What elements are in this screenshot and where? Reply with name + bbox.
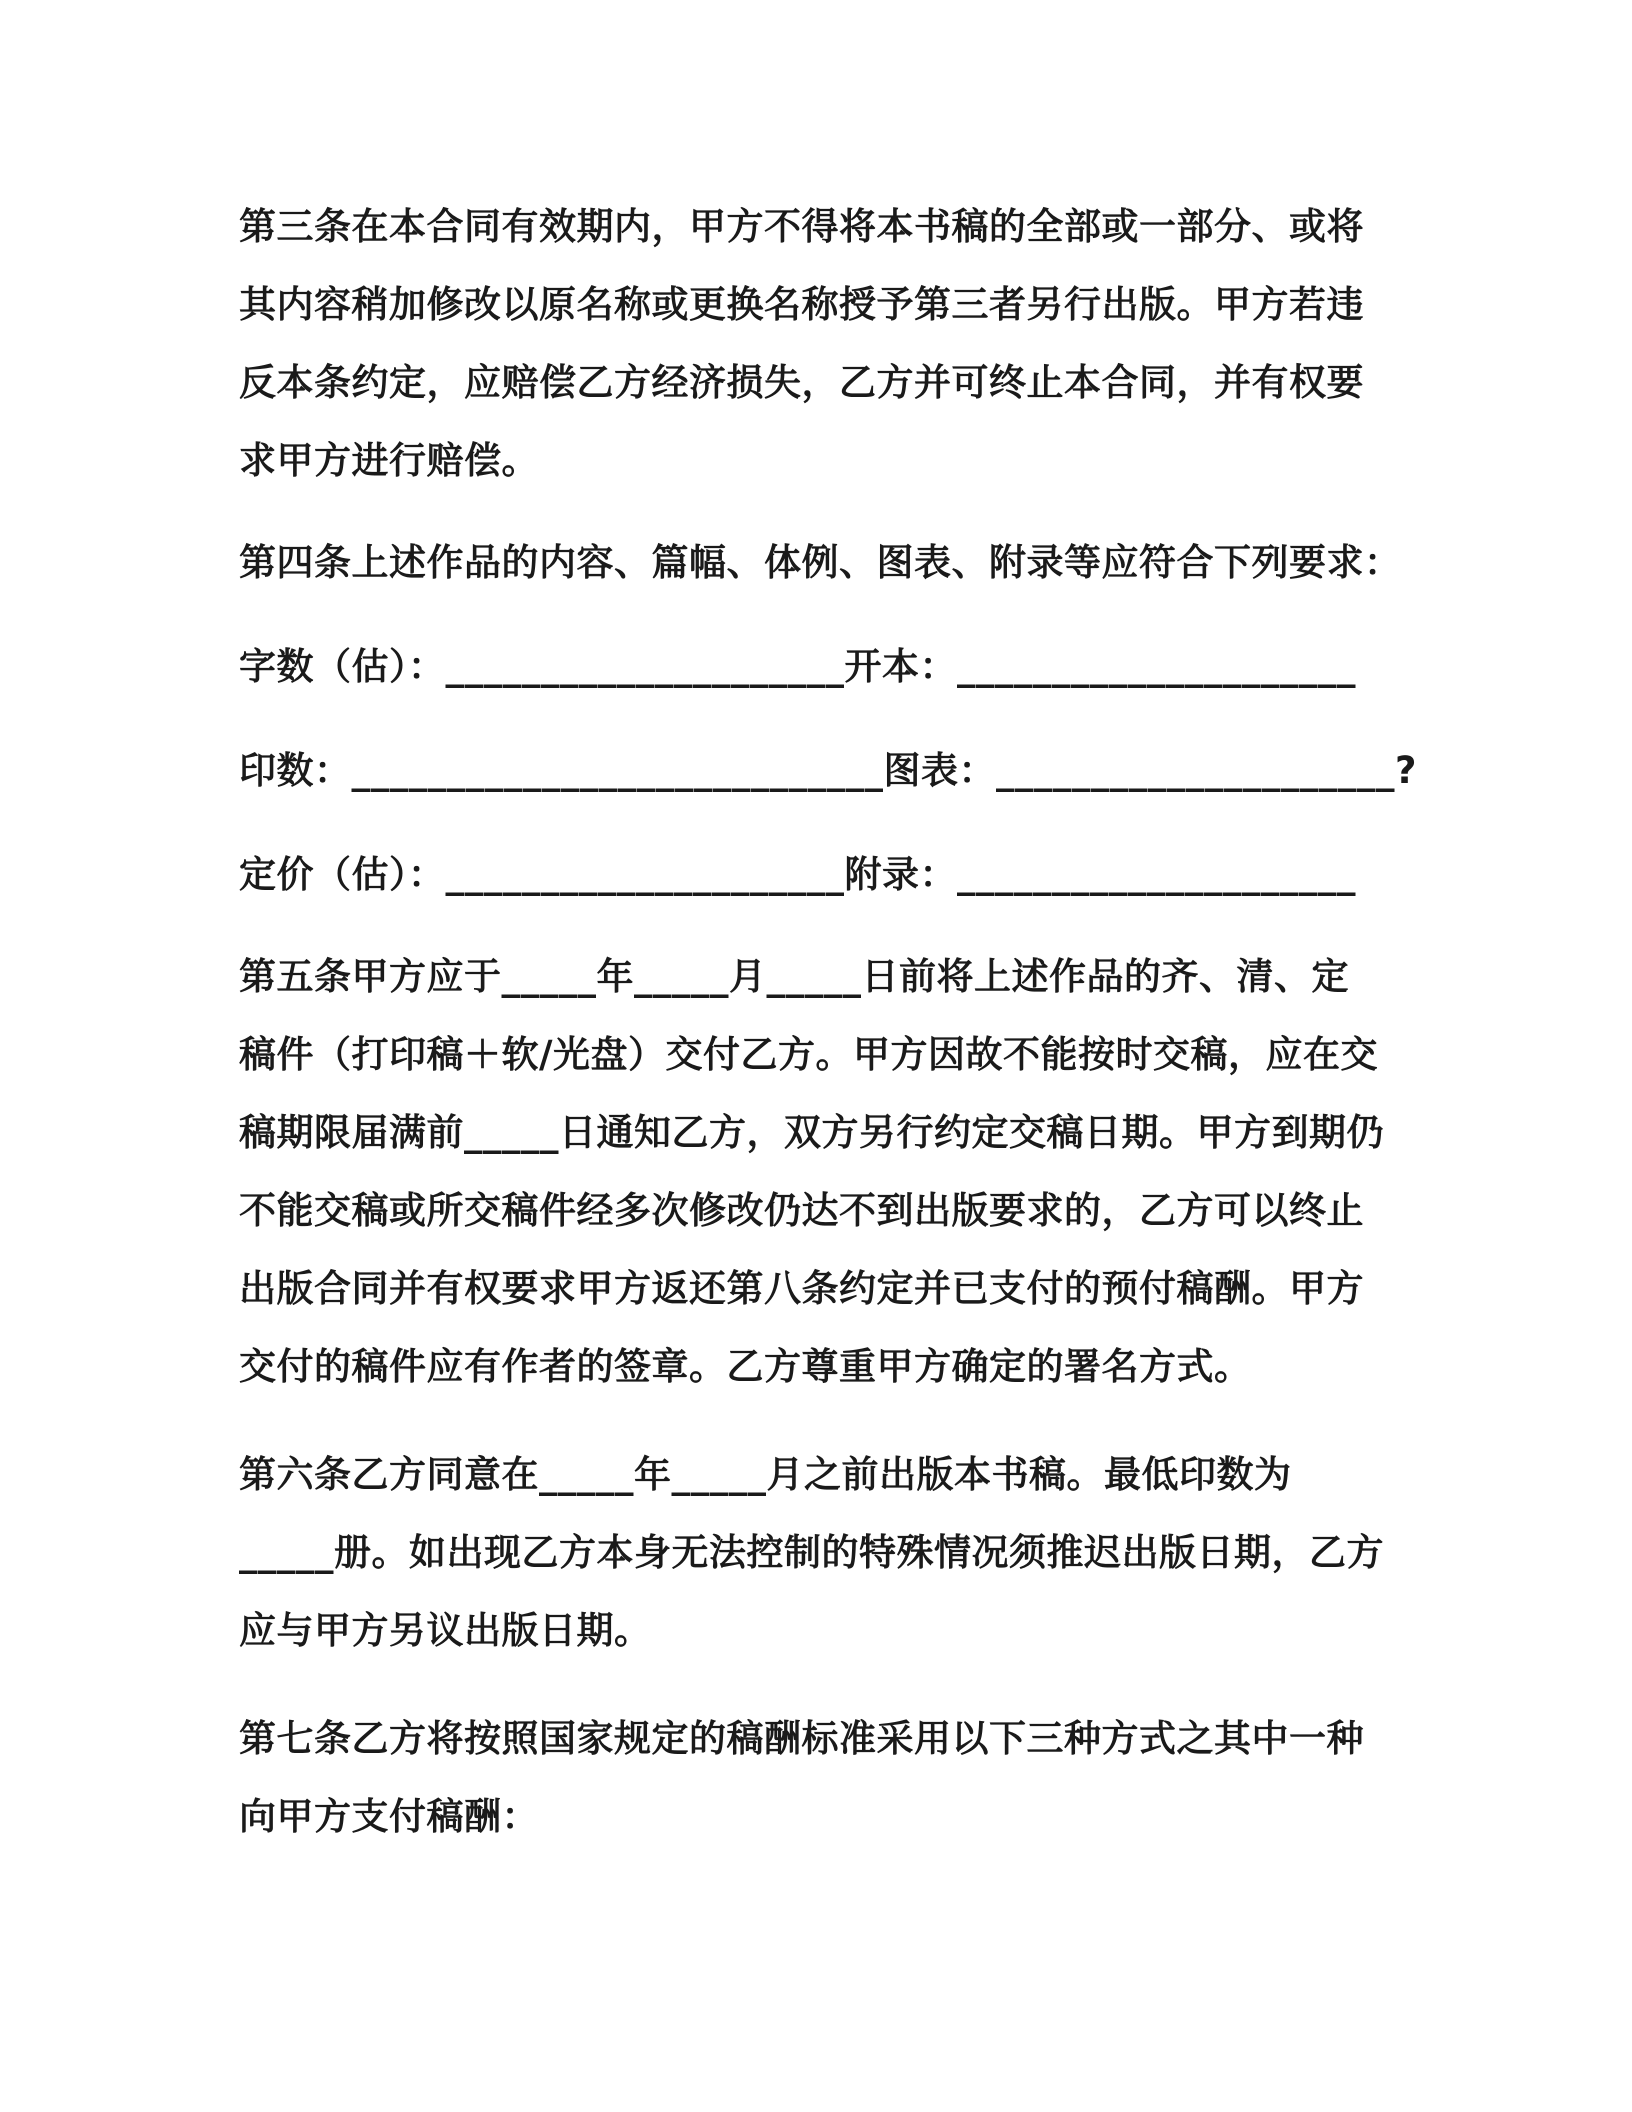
article-5-line: 不能交稿或所交稿件经多次修改仍达不到出版要求的，乙方可以终止	[239, 1189, 1364, 1232]
article-3-line: 反本条约定，应赔偿乙方经济损失，乙方并可终止本合同，并有权要	[239, 361, 1364, 404]
paragraph-gap	[239, 500, 1419, 524]
article-5-line: 出版合同并有权要求甲方返还第八条约定并已支付的预付稿酬。甲方	[239, 1267, 1364, 1310]
article-7-line: 向甲方支付稿酬：	[239, 1795, 539, 1838]
article-5-line: 稿件（打印稿＋软/光盘）交付乙方。甲方因故不能按时交稿，应在交	[239, 1033, 1379, 1076]
paragraph-gap	[239, 1670, 1419, 1700]
article-5-line: 交付的稿件应有作者的签章。乙方尊重甲方确定的署名方式。	[239, 1345, 1252, 1388]
article-7	[239, 1700, 1419, 1856]
paragraph-gap	[239, 810, 1419, 836]
paragraph-gap	[239, 706, 1419, 732]
article-6-line: _____册。如出现乙方本身无法控制的特殊情况须推迟出版日期，乙方	[239, 1531, 1384, 1574]
article-7-line: 第七条乙方将按照国家规定的稿酬标准采用以下三种方式之其中一种	[239, 1717, 1364, 1760]
article-6-line: 应与甲方另议出版日期。	[239, 1609, 652, 1652]
paragraph-gap	[239, 1406, 1419, 1436]
article-5-line: 第五条甲方应于_____年_____月_____日前将上述作品的齐、清、定	[239, 955, 1349, 998]
article-5	[239, 938, 1419, 1406]
article-6-line: 第六条乙方同意在_____年_____月之前出版本书稿。最低印数为	[239, 1453, 1292, 1496]
field-row-word-count-format: 字数（估）：_____________________开本：_____________________	[239, 645, 1356, 688]
article-3-line: 其内容稍加修改以原名称或更换名称授予第三者另行出版。甲方若违	[239, 283, 1364, 326]
article-3	[239, 188, 1419, 500]
article-5-line: 稿期限届满前_____日通知乙方，双方另行约定交稿日期。甲方到期仍	[239, 1111, 1384, 1154]
field-row-print-run-charts: 印数：____________________________图表：_____________________?	[239, 749, 1417, 792]
article-6	[239, 1436, 1419, 1670]
article-3-line: 求甲方进行赔偿。	[239, 439, 539, 482]
article-4	[239, 524, 1419, 602]
paragraph-gap	[239, 602, 1419, 628]
article-3-line: 第三条在本合同有效期内，甲方不得将本书稿的全部或一部分、或将	[239, 205, 1364, 248]
paragraph-gap	[239, 914, 1419, 938]
document-body	[239, 188, 1419, 1856]
article-4-line: 第四条上述作品的内容、篇幅、体例、图表、附录等应符合下列要求：	[239, 541, 1402, 584]
field-row-price-appendix: 定价（估）：_____________________附录：_____________________	[239, 853, 1356, 896]
